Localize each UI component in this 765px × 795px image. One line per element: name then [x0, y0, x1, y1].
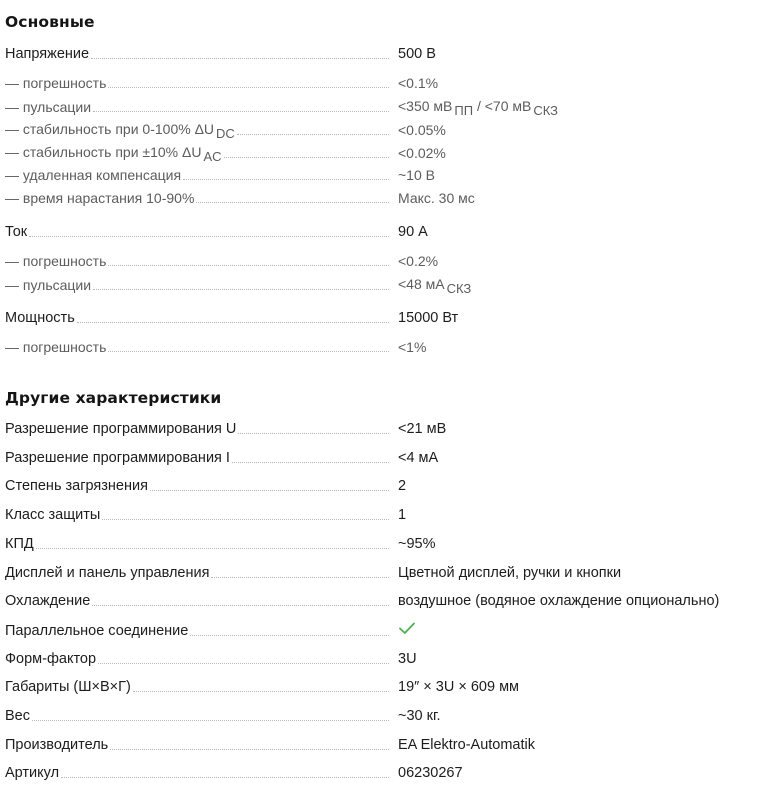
spec-value: 2: [398, 478, 407, 495]
ripple-pp-unit: ПП: [454, 103, 474, 118]
dotted-leader: [98, 662, 389, 664]
dotted-leader: [150, 489, 389, 491]
spec-label: — пульсации: [5, 277, 92, 293]
stability-line-text: — стабильность при ±10% ΔU: [5, 144, 202, 160]
ripple-rms-value: / <70 мВ: [473, 98, 532, 114]
spec-value: 90 А: [398, 224, 428, 240]
main-specs-section: [5, 12, 760, 355]
spec-row-voltage-ripple: [5, 97, 760, 116]
dotted-leader: [238, 432, 389, 434]
dotted-leader: [190, 634, 389, 636]
spec-value: [393, 275, 471, 294]
table-row: [5, 621, 760, 640]
spec-row-voltage-accuracy: [5, 74, 760, 92]
dotted-leader: [32, 719, 389, 721]
dotted-leader: [183, 178, 389, 180]
spec-value: воздушное (водяное охлаждение опционально): [398, 593, 720, 610]
spec-value: ~95%: [398, 535, 436, 552]
spec-value: Цветной дисплей, ручки и кнопки: [398, 564, 622, 581]
table-row: [5, 564, 760, 582]
other-specs-section: [5, 388, 760, 782]
ripple-rms-unit: СКЗ: [533, 103, 559, 118]
spec-value: [393, 97, 558, 116]
spec-row-voltage: [5, 45, 760, 63]
spec-value: <21 мВ: [398, 421, 447, 437]
spec-value: EA Elektro-Automatik: [398, 736, 535, 753]
spec-value: <0.2%: [398, 253, 439, 269]
spec-label: Напряжение: [5, 46, 90, 62]
spec-label: Артикул: [5, 765, 60, 782]
spec-row-current: [5, 223, 760, 241]
table-row: [5, 592, 760, 610]
spec-label: — удаленная компенсация: [5, 167, 182, 183]
spec-row-stability-load: [5, 120, 760, 139]
current-ripple-value: <48 мА: [398, 276, 445, 292]
check-icon: [398, 621, 416, 635]
table-row: [5, 449, 760, 467]
table-row: [5, 477, 760, 495]
spec-value: 06230267: [398, 765, 463, 782]
spec-label: [5, 120, 237, 139]
spec-value: 3U: [398, 650, 417, 667]
stability-line-sub: AC: [203, 149, 222, 162]
dotted-leader: [77, 321, 389, 323]
spec-label: Параллельное соединение: [5, 622, 189, 639]
spec-label: Вес: [5, 708, 30, 724]
spec-value: <0.02%: [398, 145, 446, 161]
spec-label: Дисплей и панель управления: [5, 564, 210, 581]
spec-label: — погрешность: [5, 253, 107, 269]
stability-load-text: — стабильность при 0-100% ΔU: [5, 121, 215, 137]
spec-label: — погрешность: [5, 339, 107, 355]
spec-row-stability-line: [5, 143, 760, 162]
spec-label: Производитель: [5, 736, 109, 753]
table-row: [5, 420, 760, 438]
spec-value: <0.1%: [398, 75, 439, 91]
spec-value: ~10 В: [398, 167, 435, 183]
dotted-leader: [93, 288, 389, 290]
current-ripple-unit: СКЗ: [446, 281, 472, 296]
dotted-leader: [110, 748, 389, 750]
ripple-pp-value: <350 мВ: [398, 98, 453, 114]
spec-value: 15000 Вт: [398, 310, 459, 326]
spec-label: Степень загрязнения: [5, 478, 148, 495]
spec-value: [393, 621, 416, 640]
spec-label: [5, 143, 224, 162]
section-title-other: Другие характеристики: [5, 389, 222, 407]
table-row: [5, 736, 760, 754]
dotted-leader: [108, 264, 389, 266]
spec-label: — время нарастания 10-90%: [5, 190, 195, 206]
dotted-leader: [224, 156, 389, 158]
spec-label: КПД: [5, 535, 34, 552]
dotted-leader: [133, 690, 389, 692]
spec-label: Класс защиты: [5, 507, 101, 524]
spec-label: — пульсации: [5, 99, 92, 115]
spec-label: Разрешение программирования I: [5, 449, 230, 466]
spec-row-rise-time: [5, 189, 760, 207]
spec-value: <4 мА: [398, 449, 439, 466]
dotted-leader: [108, 350, 389, 352]
dotted-leader: [102, 518, 389, 520]
dotted-leader: [92, 604, 389, 606]
dotted-leader: [211, 576, 389, 578]
spec-value: <1%: [398, 339, 427, 355]
spec-value: ~30 кг.: [398, 708, 441, 724]
dotted-leader: [93, 110, 389, 112]
spec-row-power: [5, 309, 760, 327]
dotted-leader: [61, 776, 389, 778]
section-title-main: Основные: [5, 13, 95, 31]
dotted-leader: [29, 235, 389, 237]
spec-value: 19″ × 3U × 609 мм: [398, 679, 520, 696]
spec-value: <0.05%: [398, 122, 446, 138]
spec-label: Габариты (Ш×В×Г): [5, 679, 131, 696]
spec-value: 1: [398, 507, 407, 524]
dotted-leader: [196, 201, 389, 203]
dotted-leader: [91, 57, 389, 59]
spec-label: Форм-фактор: [5, 650, 97, 667]
dotted-leader: [237, 133, 389, 135]
table-row: [5, 535, 760, 553]
dotted-leader: [108, 86, 389, 88]
spec-value: 500 В: [398, 46, 436, 62]
spec-row-remote-sense: [5, 166, 760, 184]
table-row: [5, 506, 760, 524]
dotted-leader: [36, 547, 389, 549]
spec-label: — погрешность: [5, 75, 107, 91]
table-row: [5, 707, 760, 725]
spec-label: Разрешение программирования U: [5, 421, 237, 437]
table-row: [5, 650, 760, 668]
spec-row-current-accuracy: [5, 252, 760, 270]
spec-label: Мощность: [5, 310, 75, 326]
spec-label: Охлаждение: [5, 593, 91, 610]
spec-row-power-accuracy: [5, 338, 760, 356]
table-row: [5, 678, 760, 696]
spec-value: Макс. 30 мс: [398, 190, 475, 206]
dotted-leader: [232, 461, 389, 463]
table-row: [5, 764, 760, 782]
spec-row-current-ripple: [5, 275, 760, 294]
spec-label: Ток: [5, 224, 28, 240]
stability-load-sub: DC: [216, 126, 235, 139]
